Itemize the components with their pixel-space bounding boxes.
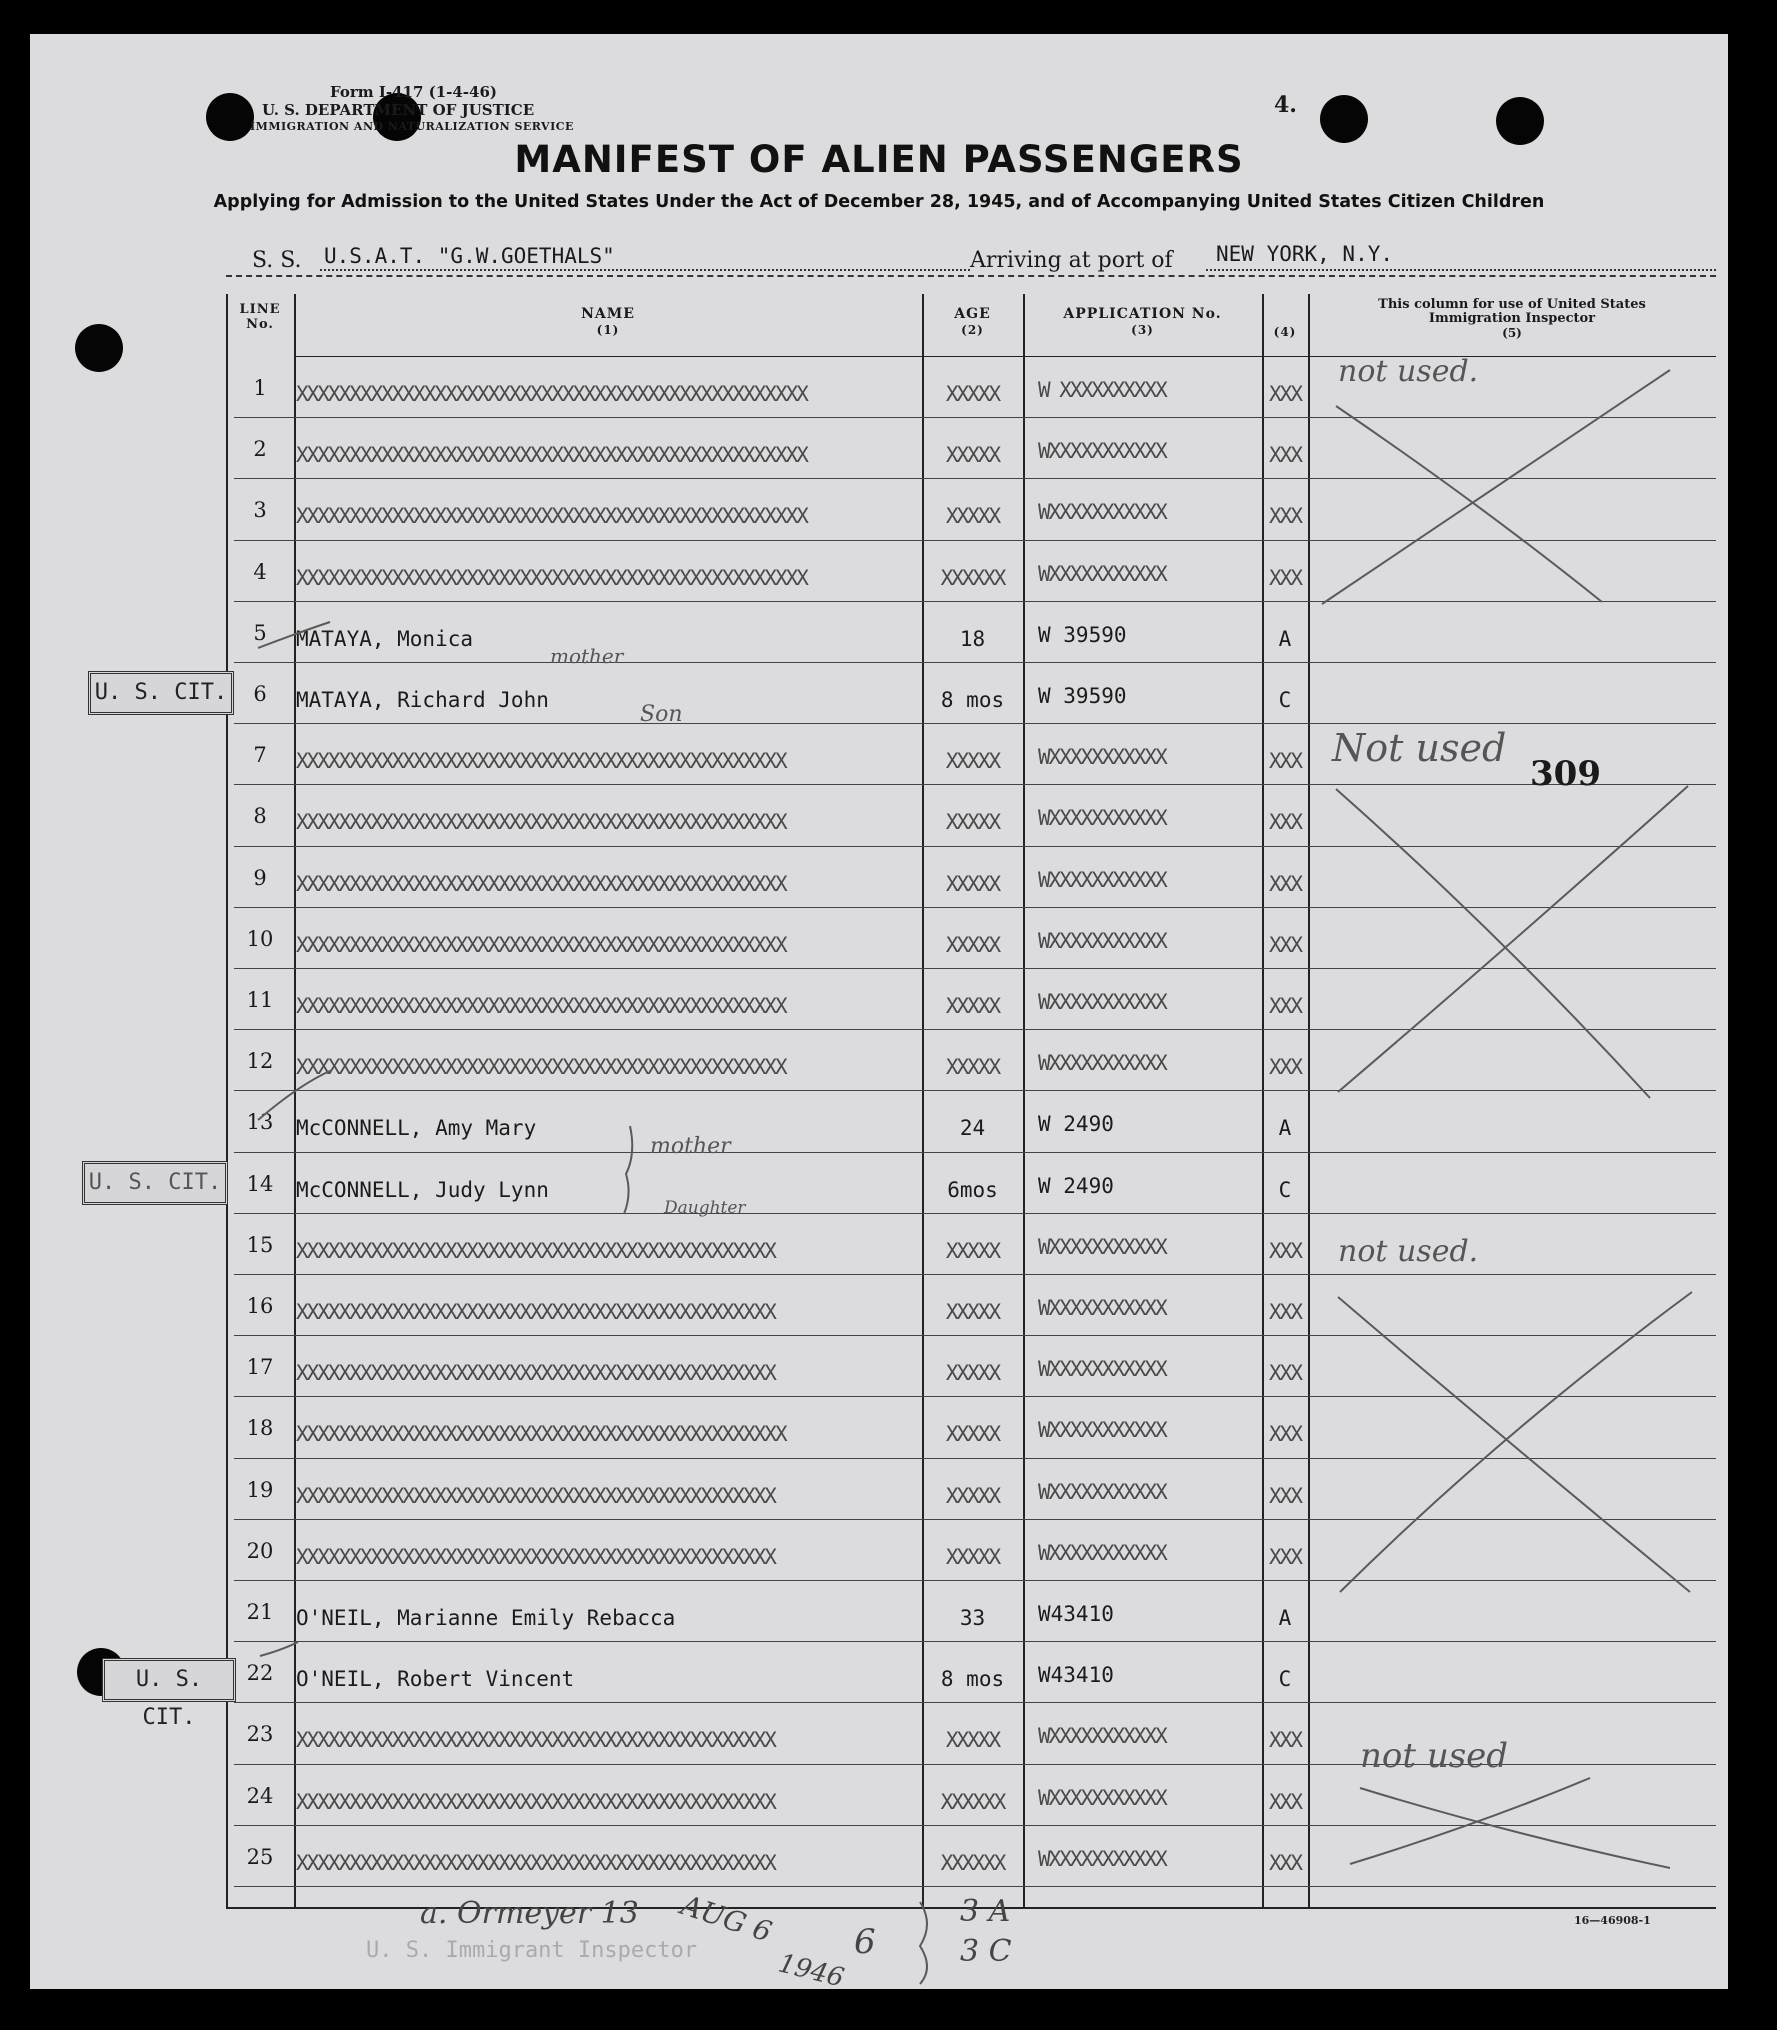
class-code: A bbox=[1278, 1606, 1292, 1630]
passenger-age: XXXXX bbox=[945, 1483, 1000, 1508]
class-code: XXX bbox=[1269, 810, 1301, 835]
date-stamp-aug: AUG 6 bbox=[677, 1888, 776, 1949]
crossout-stroke bbox=[1350, 1778, 1590, 1864]
service-name: IMMIGRATION AND NATURALIZATION SERVICE bbox=[250, 120, 574, 133]
crossout-stroke bbox=[1338, 786, 1688, 1092]
form-number: Form I-417 (1-4-46) bbox=[330, 83, 497, 101]
class-code: XXX bbox=[1269, 994, 1301, 1018]
ship-label: S. S. bbox=[252, 248, 302, 273]
port-label: Arriving at port of bbox=[970, 248, 1173, 273]
line-number: 21 bbox=[246, 1600, 274, 1624]
passenger-age: XXXXX bbox=[945, 810, 1000, 835]
application-number: WXXXXXXXXXXX bbox=[1038, 1540, 1166, 1565]
department-name: U. S. DEPARTMENT OF JUSTICE bbox=[262, 101, 535, 119]
page-subtitle: Applying for Admission to the United States Under the Act of December 28, 1945, and of Accompanying United States Citizen Children bbox=[213, 192, 1545, 212]
tick-stroke bbox=[260, 1642, 298, 1656]
class-code: XXX bbox=[1269, 871, 1301, 896]
application-number: WXXXXXXXXXXX bbox=[1038, 1785, 1166, 1810]
application-number: WXXXXXXXXXXX bbox=[1038, 990, 1166, 1014]
passenger-name: McCONNELL, Amy Mary bbox=[296, 1116, 537, 1141]
passenger-name: XXXXXXXXXXXXXXXXXXXXXXXXXXXXXXXXXXXXXXXXXXXXXXXX bbox=[296, 443, 807, 468]
crossout-stroke bbox=[1338, 1297, 1690, 1592]
passenger-age: XXXXX bbox=[945, 749, 1000, 774]
manifest-page bbox=[30, 34, 1728, 1994]
passenger-age: XXXXX bbox=[945, 1300, 1000, 1324]
application-number: WXXXXXXXXXXX bbox=[1038, 1234, 1166, 1259]
passenger-name: MATAYA, Richard John bbox=[296, 688, 549, 712]
note-son: Son bbox=[640, 702, 683, 727]
passenger-age: 6mos bbox=[947, 1177, 998, 1202]
class-code: C bbox=[1278, 1667, 1292, 1692]
form-code: 16—46908-1 bbox=[1574, 1914, 1651, 1927]
line-number: 3 bbox=[253, 498, 267, 523]
number-309: 309 bbox=[1530, 754, 1601, 794]
class-code: XXX bbox=[1269, 1728, 1301, 1753]
application-number: WXXXXXXXXXXX bbox=[1038, 1724, 1166, 1749]
passenger-age: 33 bbox=[959, 1606, 986, 1630]
note-not-used-4: not used bbox=[1360, 1736, 1509, 1776]
application-number: WXXXXXXXXXXX bbox=[1038, 439, 1166, 464]
passenger-name: XXXXXXXXXXXXXXXXXXXXXXXXXXXXXXXXXXXXXXXXXXXXXXXX bbox=[296, 382, 807, 406]
ship-name: U.S.A.T. "G.W.GOETHALS" bbox=[324, 244, 615, 268]
passenger-name: XXXXXXXXXXXXXXXXXXXXXXXXXXXXXXXXXXXXXXXXXXXXX bbox=[296, 1483, 775, 1508]
passenger-name: XXXXXXXXXXXXXXXXXXXXXXXXXXXXXXXXXXXXXXXXXXXXXX bbox=[296, 1422, 786, 1447]
line-number: 11 bbox=[246, 988, 274, 1012]
passenger-name: XXXXXXXXXXXXXXXXXXXXXXXXXXXXXXXXXXXXXXXXXXXXXX bbox=[296, 810, 786, 835]
application-number: WXXXXXXXXXXX bbox=[1038, 1846, 1166, 1871]
us-citizen-stamp: U. S. CIT. bbox=[102, 1658, 236, 1702]
passenger-name: XXXXXXXXXXXXXXXXXXXXXXXXXXXXXXXXXXXXXXXXXXXXXX bbox=[296, 749, 786, 774]
application-number: W 2490 bbox=[1038, 1173, 1114, 1198]
passenger-name: XXXXXXXXXXXXXXXXXXXXXXXXXXXXXXXXXXXXXXXXXXXXXXXX bbox=[296, 504, 807, 529]
class-code: XXX bbox=[1269, 932, 1301, 957]
line-number: 18 bbox=[246, 1416, 274, 1441]
passenger-name: XXXXXXXXXXXXXXXXXXXXXXXXXXXXXXXXXXXXXXXXXXXXX bbox=[296, 1544, 775, 1569]
passenger-age: XXXXXX bbox=[940, 1789, 1005, 1814]
page-mark: 4. bbox=[1274, 92, 1297, 118]
application-number: WXXXXXXXXXXX bbox=[1038, 1357, 1166, 1382]
date-stamp-year: 1946 bbox=[775, 1948, 847, 1994]
passenger-name: XXXXXXXXXXXXXXXXXXXXXXXXXXXXXXXXXXXXXXXXXXXXX bbox=[296, 1361, 775, 1386]
passenger-name: XXXXXXXXXXXXXXXXXXXXXXXXXXXXXXXXXXXXXXXXXXXXX bbox=[296, 1728, 775, 1753]
note-mother-2: mother bbox=[650, 1134, 731, 1159]
tick-stroke bbox=[258, 1070, 332, 1120]
port-name: NEW YORK, N.Y. bbox=[1216, 242, 1394, 266]
col-header-name-no: (1) bbox=[596, 323, 620, 337]
passenger-name: XXXXXXXXXXXXXXXXXXXXXXXXXXXXXXXXXXXXXXXXXXXXXX bbox=[296, 994, 786, 1018]
passenger-age: XXXXX bbox=[945, 504, 1000, 529]
application-number: WXXXXXXXXXXX bbox=[1038, 806, 1166, 831]
class-code: XXX bbox=[1269, 1789, 1301, 1814]
class-code: XXX bbox=[1269, 749, 1301, 774]
class-code: XXX bbox=[1269, 1055, 1301, 1080]
passenger-age: XXXXX bbox=[945, 932, 1000, 957]
note-daughter: Daughter bbox=[664, 1198, 746, 1218]
line-number: 22 bbox=[246, 1661, 274, 1686]
col-header-line-label: LINE No. bbox=[239, 302, 281, 332]
passenger-age: XXXXX bbox=[945, 1055, 1000, 1080]
line-number: 8 bbox=[253, 804, 267, 829]
col-header-app-no: (3) bbox=[1131, 323, 1154, 337]
passenger-name: McCONNELL, Judy Lynn bbox=[296, 1177, 549, 1202]
passenger-age: XXXXX bbox=[945, 1544, 1000, 1569]
passenger-age: 8 mos bbox=[940, 1667, 1005, 1692]
passenger-name: O'NEIL, Robert Vincent bbox=[296, 1667, 575, 1692]
crossout-stroke bbox=[1360, 1788, 1670, 1868]
class-code: C bbox=[1278, 688, 1292, 712]
application-number: W43410 bbox=[1038, 1663, 1114, 1688]
class-code: A bbox=[1278, 1116, 1292, 1141]
passenger-age: XXXXX bbox=[945, 994, 1000, 1018]
class-code: XXX bbox=[1269, 1238, 1301, 1263]
us-citizen-stamp: U. S. CIT. bbox=[88, 671, 234, 715]
application-number: W 39590 bbox=[1038, 622, 1127, 647]
col-header-4-no: (4) bbox=[1273, 325, 1297, 339]
col-header-name-label: NAME bbox=[581, 306, 635, 322]
line-number: 4 bbox=[253, 559, 267, 584]
class-code: XXX bbox=[1269, 565, 1301, 590]
line-number: 6 bbox=[253, 682, 267, 706]
class-code: C bbox=[1278, 1177, 1292, 1202]
line-number: 14 bbox=[246, 1171, 274, 1196]
application-number: W 2490 bbox=[1038, 1112, 1114, 1137]
crossout-stroke bbox=[1336, 789, 1650, 1098]
passenger-name: XXXXXXXXXXXXXXXXXXXXXXXXXXXXXXXXXXXXXXXXXXXXXXXX bbox=[296, 565, 807, 590]
line-number: 1 bbox=[253, 376, 267, 400]
col-header-age-label: AGE bbox=[954, 306, 991, 322]
passenger-name: MATAYA, Monica bbox=[296, 626, 474, 651]
application-number: WXXXXXXXXXXX bbox=[1038, 500, 1166, 525]
note-six: 6 bbox=[854, 1922, 876, 1962]
passenger-age: XXXXX bbox=[945, 1361, 1000, 1386]
class-code: A bbox=[1278, 626, 1292, 651]
application-number: WXXXXXXXXXXX bbox=[1038, 867, 1166, 892]
tally-a: 3 A bbox=[960, 1894, 1011, 1929]
application-number: WXXXXXXXXXXX bbox=[1038, 745, 1166, 770]
line-number: 9 bbox=[253, 865, 267, 890]
class-code: XXX bbox=[1269, 1544, 1301, 1569]
passenger-name: XXXXXXXXXXXXXXXXXXXXXXXXXXXXXXXXXXXXXXXXXXXXX bbox=[296, 1850, 775, 1875]
col-header-app-label: APPLICATION No. bbox=[1063, 306, 1222, 322]
line-number: 20 bbox=[246, 1538, 274, 1563]
class-code: XXX bbox=[1269, 1361, 1301, 1386]
tick-stroke bbox=[258, 622, 330, 648]
passenger-age: 24 bbox=[959, 1116, 986, 1141]
passenger-age: XXXXXX bbox=[940, 1850, 1005, 1875]
line-number: 16 bbox=[246, 1294, 274, 1318]
page-title: MANIFEST OF ALIEN PASSENGERS bbox=[514, 138, 1244, 181]
col-header-inspector-label: This column for use of United States Immigration Inspector bbox=[1378, 297, 1646, 326]
application-number: W 39590 bbox=[1038, 684, 1127, 708]
passenger-name: XXXXXXXXXXXXXXXXXXXXXXXXXXXXXXXXXXXXXXXXXXXXXX bbox=[296, 1055, 786, 1080]
passenger-name: O'NEIL, Marianne Emily Rebacca bbox=[296, 1606, 676, 1630]
line-number: 2 bbox=[253, 437, 267, 462]
passenger-age: XXXXXX bbox=[940, 565, 1005, 590]
passenger-age: XXXXX bbox=[945, 382, 1000, 406]
passenger-age: XXXXX bbox=[945, 871, 1000, 896]
passenger-age: XXXXX bbox=[945, 1238, 1000, 1263]
passenger-name: XXXXXXXXXXXXXXXXXXXXXXXXXXXXXXXXXXXXXXXXXXXXXX bbox=[296, 932, 786, 957]
passenger-age: XXXXX bbox=[945, 1422, 1000, 1447]
note-not-used-1: not used. bbox=[1338, 354, 1479, 389]
application-number: W XXXXXXXXXX bbox=[1038, 378, 1166, 402]
application-number: WXXXXXXXXXXX bbox=[1038, 1418, 1166, 1443]
line-number: 10 bbox=[246, 926, 274, 951]
passenger-age: XXXXX bbox=[945, 1728, 1000, 1753]
line-number: 15 bbox=[246, 1232, 274, 1257]
crossout-stroke bbox=[1340, 1292, 1692, 1592]
passenger-age: XXXXX bbox=[945, 443, 1000, 468]
passenger-name: XXXXXXXXXXXXXXXXXXXXXXXXXXXXXXXXXXXXXXXXXXXXX bbox=[296, 1238, 775, 1263]
note-mother-1: mother bbox=[550, 644, 624, 668]
us-citizen-stamp: U. S. CIT. bbox=[82, 1161, 228, 1205]
class-code: XXX bbox=[1269, 1483, 1301, 1508]
line-number: 13 bbox=[246, 1110, 274, 1135]
passenger-age: 18 bbox=[959, 626, 986, 651]
line-number: 7 bbox=[253, 743, 267, 768]
class-code: XXX bbox=[1269, 443, 1301, 468]
line-number: 25 bbox=[246, 1844, 274, 1869]
class-code: XXX bbox=[1269, 382, 1301, 406]
application-number: WXXXXXXXXXXX bbox=[1038, 1051, 1166, 1076]
tally-c: 3 C bbox=[960, 1934, 1012, 1969]
class-code: XXX bbox=[1269, 1300, 1301, 1324]
passenger-age: 8 mos bbox=[940, 688, 1005, 712]
class-code: XXX bbox=[1269, 1422, 1301, 1447]
class-code: XXX bbox=[1269, 1850, 1301, 1875]
application-number: W43410 bbox=[1038, 1602, 1114, 1626]
application-number: WXXXXXXXXXXX bbox=[1038, 1479, 1166, 1504]
pencil-crossout-overlay bbox=[30, 34, 1728, 1989]
inspector-line: U. S. Immigrant Inspector bbox=[366, 1938, 698, 1963]
bracket-stroke bbox=[624, 1126, 632, 1214]
line-number: 12 bbox=[246, 1049, 274, 1074]
line-number: 5 bbox=[253, 620, 267, 645]
line-number: 19 bbox=[246, 1477, 274, 1502]
passenger-name: XXXXXXXXXXXXXXXXXXXXXXXXXXXXXXXXXXXXXXXXXXXXX bbox=[296, 1789, 775, 1814]
bracket-stroke bbox=[920, 1902, 927, 1984]
passenger-name: XXXXXXXXXXXXXXXXXXXXXXXXXXXXXXXXXXXXXXXXXXXXXX bbox=[296, 871, 786, 896]
inspector-signature: a. Ormeyer 13 bbox=[420, 1896, 639, 1931]
line-number: 17 bbox=[246, 1355, 274, 1380]
passenger-name: XXXXXXXXXXXXXXXXXXXXXXXXXXXXXXXXXXXXXXXXXXXXX bbox=[296, 1300, 775, 1324]
col-header-age-no: (2) bbox=[961, 323, 984, 337]
application-number: WXXXXXXXXXXX bbox=[1038, 1296, 1166, 1320]
col-header-inspector-no: (5) bbox=[1502, 326, 1522, 340]
application-number: WXXXXXXXXXXX bbox=[1038, 928, 1166, 953]
class-code: XXX bbox=[1269, 504, 1301, 529]
line-number: 24 bbox=[246, 1783, 274, 1808]
note-not-used-3: not used. bbox=[1338, 1234, 1479, 1269]
line-number: 23 bbox=[246, 1722, 274, 1747]
crossout-stroke bbox=[1322, 370, 1670, 604]
application-number: WXXXXXXXXXXX bbox=[1038, 561, 1166, 586]
note-not-used-2: Not used bbox=[1332, 726, 1507, 770]
